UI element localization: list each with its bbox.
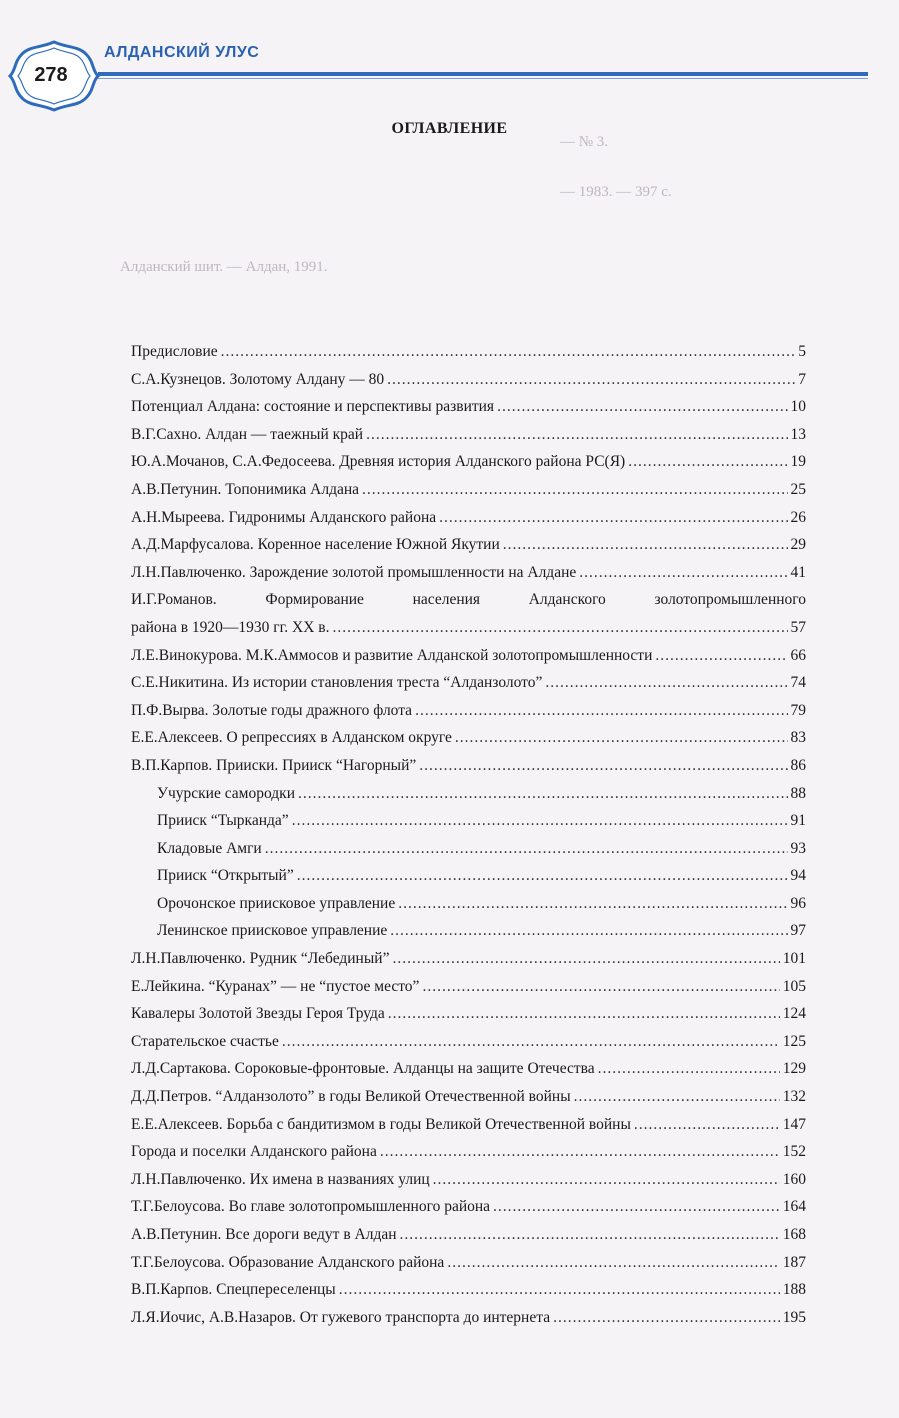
dot-leader xyxy=(366,421,787,449)
toc-entry-page: 97 xyxy=(790,922,806,940)
toc-entry[interactable] xyxy=(131,1138,806,1166)
toc-entry-page: 147 xyxy=(782,1115,806,1133)
toc-entry-title: В.П.Карпов. Спецпереселенцы xyxy=(131,1281,336,1299)
toc-entry-page: 93 xyxy=(790,839,806,857)
toc-entry[interactable] xyxy=(131,448,806,476)
toc-title: ОГЛАВЛЕНИЕ xyxy=(391,120,508,137)
header-rule-thin xyxy=(98,78,868,79)
toc-entry-title: Старательское счастье xyxy=(131,1032,279,1050)
dot-leader xyxy=(298,780,787,808)
toc-entry[interactable] xyxy=(131,1055,806,1083)
toc-entry[interactable] xyxy=(131,1221,806,1249)
dot-leader xyxy=(392,945,779,973)
dot-leader xyxy=(400,1221,780,1249)
toc-entry[interactable] xyxy=(131,724,806,752)
toc-entry-title: Потенциал Алдана: состояние и перспективы развития xyxy=(131,398,495,416)
toc-entry[interactable] xyxy=(131,1083,806,1111)
toc-entry[interactable] xyxy=(131,393,806,421)
toc-entry-title-line: И.Г.Романов. Формирование населения Алданского золотопромышленного xyxy=(131,591,806,609)
dot-leader xyxy=(282,1028,780,1056)
toc-entry-title: Учурские самородки xyxy=(157,784,296,802)
toc-entry-title: Е.Лейкина. “Куранах” — не “пустое место” xyxy=(131,977,420,995)
dot-leader xyxy=(387,366,795,394)
dot-leader xyxy=(433,1166,780,1194)
toc-entry-title: Е.Е.Алексеев. О репрессиях в Алданском округе xyxy=(131,729,452,747)
dot-leader xyxy=(380,1138,780,1166)
toc-entry-page: 5 xyxy=(798,343,806,360)
toc-entry-page: 74 xyxy=(790,674,806,692)
toc-entry-page: 57 xyxy=(790,618,806,636)
toc-entry-page: 96 xyxy=(790,894,806,912)
dot-leader xyxy=(497,393,787,421)
toc-entry[interactable] xyxy=(131,1304,806,1332)
dot-leader xyxy=(447,1249,779,1277)
page-header xyxy=(0,0,899,110)
toc-entry[interactable] xyxy=(131,559,806,587)
toc-entry-title: Л.Е.Винокурова. М.К.Аммосов и развитие Алданской золотопромышленности xyxy=(131,646,653,664)
ghost-line: — 1983. — 397 с. xyxy=(560,184,672,200)
dot-leader xyxy=(339,1276,780,1304)
dot-leader xyxy=(503,531,788,559)
toc-entry-page: 19 xyxy=(790,453,806,471)
toc-entry-page: 168 xyxy=(782,1226,806,1243)
toc-entry-title: В.П.Карпов. Прииски. Прииск “Нагорный” xyxy=(131,756,417,774)
toc-entry-title: Кавалеры Золотой Звезды Героя Труда xyxy=(131,1005,385,1023)
toc-entry-title: Прииск “Тырканда” xyxy=(157,812,289,830)
toc-entry-title: Ленинское приисковое управление xyxy=(157,922,388,940)
toc-entry-title: Л.Н.Павлюченко. Рудник “Лебединый” xyxy=(131,950,390,968)
dot-leader xyxy=(655,642,787,670)
toc-entry-page: 29 xyxy=(790,536,806,554)
toc-entry[interactable] xyxy=(131,1028,806,1056)
toc-entry-title: А.Н.Мыреева. Гидронимы Алданского района xyxy=(131,508,437,526)
toc-entry-page: 83 xyxy=(790,729,806,747)
toc-entry-title: А.Д.Марфусалова. Коренное население Южной Якутии xyxy=(131,536,500,554)
toc-entry[interactable] xyxy=(131,917,806,945)
toc-entry-page: 160 xyxy=(782,1170,806,1188)
toc-entry-title: Е.Е.Алексеев. Борьба с бандитизмом в годы Великой Отечественной войны xyxy=(131,1115,631,1133)
toc-entry-title: Д.Д.Петров. “Алданзолото” в годы Великой Отечественной войны xyxy=(131,1088,571,1106)
dot-leader xyxy=(422,973,779,1001)
toc-entry-page: 101 xyxy=(782,950,806,968)
ghost-line: — № 3. xyxy=(560,134,609,150)
toc-entry[interactable] xyxy=(131,642,806,670)
toc-entry-title: А.В.Петунин. Топонимика Алдана xyxy=(131,480,360,498)
toc-entry-page: 7 xyxy=(798,370,806,388)
toc-entry-page: 188 xyxy=(782,1281,806,1299)
toc-entry[interactable] xyxy=(131,476,806,504)
toc-entry-title: П.Ф.Вырва. Золотые годы дражного флота xyxy=(131,701,413,719)
toc-entry-page: 132 xyxy=(782,1088,806,1106)
dot-leader xyxy=(390,917,787,945)
dot-leader xyxy=(292,807,788,835)
toc-entry-title: Л.Н.Павлюченко. Зарождение золотой промышленности на Алдане xyxy=(131,563,577,581)
dot-leader xyxy=(362,476,787,504)
toc-entry-title: Л.Я.Иочис, А.В.Назаров. От гужевого транспорта до интернета xyxy=(131,1308,551,1326)
toc-entry[interactable] xyxy=(131,835,806,863)
dot-leader xyxy=(332,614,787,642)
toc-entry[interactable] xyxy=(131,669,806,697)
toc-entry-page: 91 xyxy=(790,812,806,830)
toc-entry-page: 94 xyxy=(790,867,806,885)
toc-entry[interactable] xyxy=(131,973,806,1001)
toc-entry-page: 187 xyxy=(782,1253,806,1271)
toc-entry-line xyxy=(131,614,806,642)
dot-leader xyxy=(388,1000,780,1028)
dot-leader xyxy=(628,448,787,476)
dot-leader xyxy=(574,1083,780,1111)
toc-entry[interactable] xyxy=(131,366,806,394)
toc-entry-title: Т.Г.Белоусова. Образование Алданского района xyxy=(131,1253,445,1271)
toc-entry-page: 125 xyxy=(782,1032,806,1050)
toc-entry-page: 152 xyxy=(782,1143,806,1161)
header-rule xyxy=(98,72,868,76)
toc-entry-page: 26 xyxy=(790,508,806,526)
dot-leader xyxy=(297,862,788,890)
toc-entry[interactable] xyxy=(131,752,806,780)
toc-entry-title: С.Е.Никитина. Из истории становления треста “Алданзолото” xyxy=(131,674,543,692)
dot-leader xyxy=(493,1193,780,1221)
toc-entry-title: Орочонское приисковое управление xyxy=(157,894,396,912)
toc-entry-page: 41 xyxy=(790,563,806,581)
toc-entry-title: С.А.Кузнецов. Золотому Алдану — 80 xyxy=(131,370,385,388)
toc-entry[interactable] xyxy=(131,862,806,890)
toc-entry[interactable] xyxy=(131,945,806,973)
toc-entry[interactable] xyxy=(131,890,806,918)
toc-entry-title: А.В.Петунин. Все дороги ведут в Алдан xyxy=(131,1226,397,1243)
toc-entry-title: Города и поселки Алданского района xyxy=(131,1143,377,1161)
ghost-line: Алданский шит. — Алдан, 1991. xyxy=(120,259,328,275)
toc-entry-page: 124 xyxy=(782,1005,806,1023)
toc-entry-page: 129 xyxy=(782,1060,806,1078)
toc-entry[interactable] xyxy=(131,1166,806,1194)
toc-entry[interactable] xyxy=(131,1111,806,1139)
dot-leader xyxy=(221,338,796,366)
toc-entry[interactable] xyxy=(131,780,806,808)
section-title: АЛДАНСКИЙ УЛУС xyxy=(104,44,260,61)
toc-entry-title: Прииск “Открытый” xyxy=(157,867,294,885)
toc-entry-page: 86 xyxy=(790,756,806,774)
dot-leader xyxy=(598,1055,780,1083)
toc-entry-page: 13 xyxy=(790,425,806,443)
dot-leader xyxy=(634,1111,780,1139)
toc-entry-title: Предисловие xyxy=(131,343,218,360)
toc-entry[interactable] xyxy=(131,421,806,449)
toc-entry-page: 105 xyxy=(782,977,806,995)
toc-entry-page: 195 xyxy=(782,1308,806,1326)
toc-entry[interactable] xyxy=(131,586,806,641)
toc-entry-page: 66 xyxy=(790,646,806,664)
toc-entry[interactable] xyxy=(131,504,806,532)
toc-entry[interactable] xyxy=(131,1276,806,1304)
toc-entry[interactable] xyxy=(131,338,806,366)
toc-entry[interactable] xyxy=(131,531,806,559)
toc-entry[interactable] xyxy=(131,1249,806,1277)
dot-leader xyxy=(553,1304,780,1332)
toc-entry[interactable] xyxy=(131,697,806,725)
table-of-contents xyxy=(131,338,806,1331)
dot-leader xyxy=(579,559,787,587)
dot-leader xyxy=(415,697,787,725)
toc-entry-title: Кладовые Амги xyxy=(157,839,262,857)
dot-leader xyxy=(419,752,787,780)
toc-entry[interactable] xyxy=(131,807,806,835)
dot-leader xyxy=(545,669,787,697)
toc-entry[interactable] xyxy=(131,1000,806,1028)
toc-entry-page: 164 xyxy=(782,1198,806,1216)
toc-entry-title: Л.Д.Сартакова. Сороковые-фронтовые. Алданцы на защите Отечества xyxy=(131,1060,595,1078)
toc-entry-title: Т.Г.Белоусова. Во главе золотопромышленного района xyxy=(131,1198,491,1216)
dot-leader xyxy=(398,890,787,918)
toc-entry-page: 25 xyxy=(790,480,806,498)
dot-leader xyxy=(439,504,787,532)
toc-entry-title: Л.Н.Павлюченко. Их имена в названиях улиц xyxy=(131,1170,430,1188)
toc-entry-page: 10 xyxy=(790,398,806,416)
dot-leader xyxy=(455,724,788,752)
toc-entry-page: 88 xyxy=(790,784,806,802)
toc-entry-title: Ю.А.Мочанов, С.А.Федосеева. Древняя история Алданского района РС(Я) xyxy=(131,453,626,471)
toc-entry[interactable] xyxy=(131,1193,806,1221)
page-number: 278 xyxy=(34,64,68,86)
toc-entry-page: 79 xyxy=(790,701,806,719)
toc-entry-title: В.Г.Сахно. Алдан — таежный край xyxy=(131,425,364,443)
dot-leader xyxy=(265,835,788,863)
toc-entry-title: района в 1920—1930 гг. XX в. xyxy=(131,618,330,636)
